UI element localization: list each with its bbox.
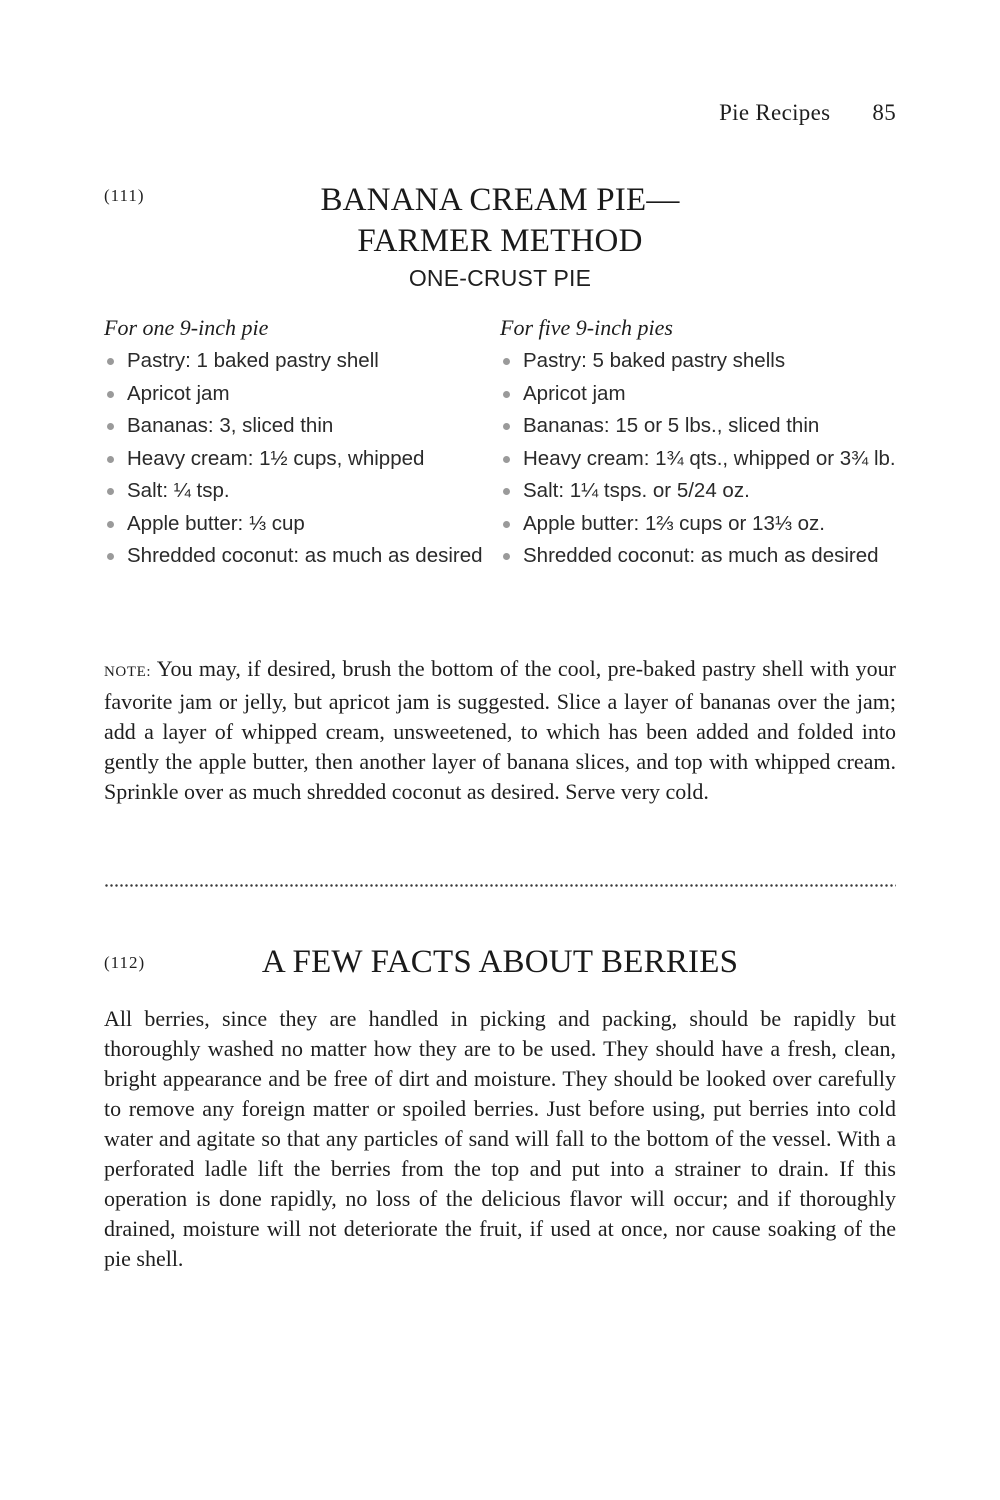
ingredient-list [500,345,900,573]
note-label: NOTE: [104,664,152,680]
ingredients-five-pies [500,312,900,573]
section-title: Pie Recipes [719,100,831,125]
ingredient-item: Bananas: 3, sliced thin [104,410,504,443]
ingredients-one-pie [104,312,504,573]
column-heading: For five 9-inch pies [500,315,673,340]
recipe-title-line1: BANANA CREAM PIE— [320,182,680,218]
ingredient-item: Pastry: 1 baked pastry shell [104,345,504,378]
ingredient-item: Shredded coconut: as much as desired [104,540,504,573]
ingredient-item: Apricot jam [500,378,900,411]
body-paragraph: All berries, since they are handled in picking and packing, should be rapidly but thoroughly washed no matter how they are to be used. They should have a fresh, clean, bright appearance and be free of dirt and moisture. They should be looked over carefully to remove any foreign matter or spoiled berries. Just before using, put berries into cold water and agitate so that any particles of sand will fall to the bottom of the vessel. With a perforated ladle lift the berries from the top and put into a strainer to drain. If this operation is done rapidly, no loss of the delicious flavor will occur; and if thoroughly drained, moisture will not deteriorate the fruit, if used at once, nor cause soaking of the pie shell. [104,1006,896,1271]
recipe-title-line2: FARMER METHOD [357,223,643,259]
section-title: A FEW FACTS ABOUT BERRIES [261,944,739,980]
recipe-subtitle: ONE-CRUST PIE [408,265,592,291]
note-text: You may, if desired, brush the bottom of the cool, pre-baked pastry shell with your favorite jam or jelly, but apricot jam is suggested. Slice a layer of bananas over the jam; add a layer of whipped cream, unsweetened, to which has been added and folded into gently the apple butter, then another layer of banana slices, and top with whipped cream. Sprinkle over as much shredded coconut as desired. Serve very cold. [104,656,897,804]
ingredient-item: Pastry: 5 baked pastry shells [500,345,900,378]
dotted-divider [104,884,896,887]
recipe-number: (111) [104,186,145,205]
ingredient-item: Apple butter: 1⅔ cups or 13⅓ oz. [500,508,900,541]
recipe-number: (112) [104,953,146,972]
ingredient-item: Heavy cream: 1½ cups, whipped [104,443,504,476]
page-number: 85 [872,100,896,125]
recipe-note [104,654,896,807]
column-heading: For one 9-inch pie [104,315,269,340]
recipe-title-block [0,180,1000,293]
ingredient-item: Salt: ¼ tsp. [104,475,504,508]
ingredient-item: Shredded coconut: as much as desired [500,540,900,573]
ingredient-item: Salt: 1¼ tsps. or 5/24 oz. [500,475,900,508]
ingredient-list [104,345,504,573]
running-head [719,100,896,126]
ingredient-item: Apple butter: ⅓ cup [104,508,504,541]
ingredient-item: Apricot jam [104,378,504,411]
ingredient-item: Heavy cream: 1¾ qts., whipped or 3¾ lb. [500,443,900,476]
ingredient-item: Bananas: 15 or 5 lbs., sliced thin [500,410,900,443]
